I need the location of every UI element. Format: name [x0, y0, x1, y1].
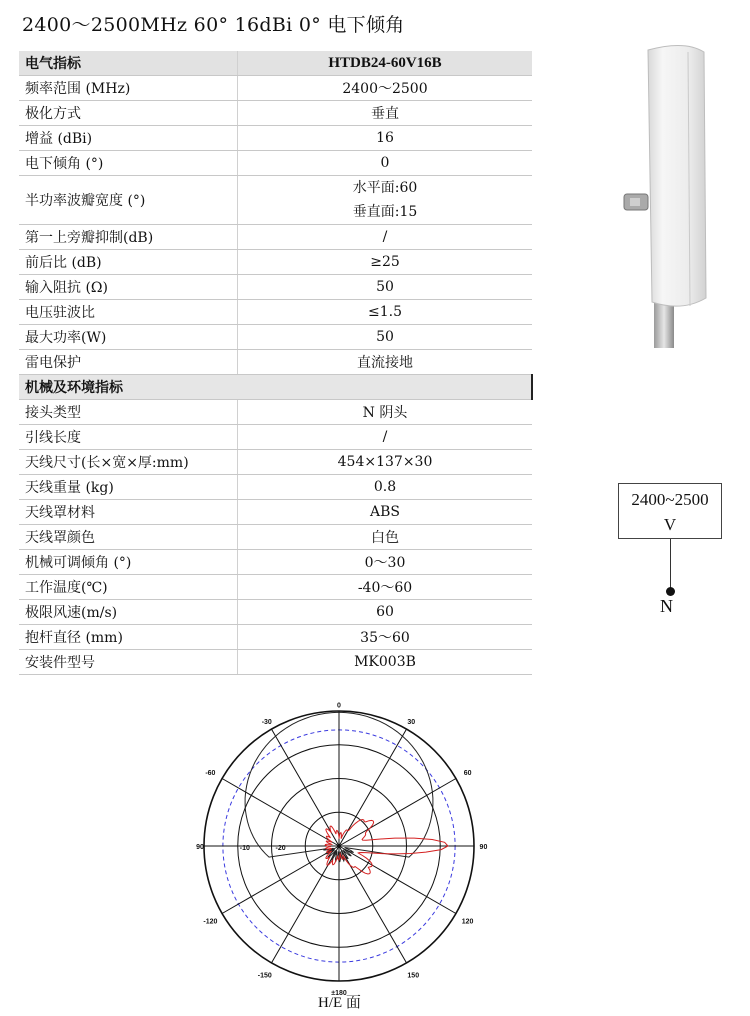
angle-label: 0: [337, 702, 341, 710]
spec-label: 增益 (dBi): [19, 126, 238, 151]
pattern-caption: H/E 面: [318, 995, 361, 1011]
spec-label: 电压驻波比: [19, 300, 238, 325]
spec-label: 天线罩材料: [19, 500, 238, 525]
angle-label: 150: [407, 972, 420, 980]
model-number: HTDB24-60V16B: [238, 51, 533, 76]
spec-value: 2400～2500: [238, 76, 533, 101]
spec-value: 垂直: [238, 101, 533, 126]
angle-label: -30: [261, 718, 272, 726]
grid-spoke: [339, 846, 407, 963]
angle-label: -150: [257, 972, 272, 980]
connector-frequency: 2400~2500: [631, 490, 709, 509]
spec-row: [19, 525, 532, 550]
spec-label: 极限风速(m/s): [19, 600, 238, 625]
grid-spoke: [339, 846, 456, 914]
spec-row: [19, 225, 532, 250]
spec-value: 454×137×30: [238, 450, 533, 475]
spec-value: 16: [238, 126, 533, 151]
polar-angle-labels: [196, 702, 487, 997]
angle-label: 90: [196, 844, 204, 851]
spec-row: [19, 76, 532, 101]
angle-label: 30: [407, 718, 416, 726]
spec-value: -40～60: [238, 575, 533, 600]
spec-row: [19, 600, 532, 625]
antenna-image: [600, 40, 720, 350]
spec-label: 半功率波瓣宽度 (°): [19, 176, 238, 225]
spec-row: [19, 300, 532, 325]
spec-value: /: [238, 225, 533, 250]
grid-spoke: [339, 779, 456, 847]
radiation-pattern-plot: [194, 698, 494, 997]
connector-polarization: V: [663, 515, 677, 534]
angle-label: ±180: [331, 989, 347, 997]
grid-spoke: [272, 729, 340, 846]
spec-label: 接头类型: [19, 400, 238, 425]
spec-label: 天线重量 (kg): [19, 475, 238, 500]
spec-label: 工作温度(℃): [19, 575, 238, 600]
angle-label: 120: [461, 918, 474, 926]
spec-value: [238, 176, 533, 225]
spec-label: 最大功率(W): [19, 325, 238, 350]
spec-label: 频率范围 (MHz): [19, 76, 238, 101]
spec-row: [19, 625, 532, 650]
grid-spoke: [272, 846, 340, 963]
spec-label: 输入阻抗 (Ω): [19, 275, 238, 300]
spec-label: 抱杆直径 (mm): [19, 625, 238, 650]
spec-row: [19, 151, 532, 176]
spec-row: [19, 500, 532, 525]
spec-row: [19, 450, 532, 475]
spec-row: [19, 650, 532, 675]
angle-label: 60: [463, 769, 472, 777]
spec-value: 60: [238, 600, 533, 625]
spec-row: [19, 325, 532, 350]
spec-value: 直流接地: [238, 350, 533, 375]
page-title: 2400～2500MHz 60° 16dBi 0° 电下倾角: [22, 14, 405, 36]
db-label: -20: [275, 845, 286, 852]
spec-row: [19, 350, 532, 375]
spec-row: [19, 550, 532, 575]
spec-label: 天线尺寸(长×宽×厚:mm): [19, 450, 238, 475]
spec-label: 电下倾角 (°): [19, 151, 238, 176]
spec-row: [19, 176, 532, 225]
spec-value: /: [238, 425, 533, 450]
spec-label: 极化方式: [19, 101, 238, 126]
spec-label: 安装件型号: [19, 650, 238, 675]
spec-value: ABS: [238, 500, 533, 525]
spec-label: 天线罩颜色: [19, 525, 238, 550]
spec-row: [19, 400, 532, 425]
spec-value: ≤1.5: [238, 300, 533, 325]
spec-row: [19, 275, 532, 300]
spec-value: 0: [238, 151, 533, 176]
spec-label: 前后比 (dB): [19, 250, 238, 275]
spec-value: MK003B: [238, 650, 533, 675]
spec-value: N 阴头: [238, 400, 533, 425]
spec-value: 50: [238, 325, 533, 350]
grid-spoke: [222, 779, 339, 847]
electrical-header-row: [19, 51, 532, 76]
spec-label: 第一上旁瓣抑制(dB): [19, 225, 238, 250]
connector-lead-line: [670, 539, 671, 591]
spec-value: 白色: [238, 525, 533, 550]
spec-value: 50: [238, 275, 533, 300]
angle-label: -60: [205, 769, 216, 777]
spec-label: 雷电保护: [19, 350, 238, 375]
spec-label: 机械可调倾角 (°): [19, 550, 238, 575]
db-label: -10: [239, 845, 250, 852]
spec-value: 0.8: [238, 475, 533, 500]
mechanical-header-row: [19, 375, 532, 400]
e-plane-pattern: [325, 820, 448, 875]
section-title: 电气指标: [19, 51, 238, 76]
angle-label: 90: [479, 844, 488, 851]
spec-table: [19, 51, 533, 675]
angle-label: -120: [203, 918, 218, 926]
spec-value: 0～30: [238, 550, 533, 575]
grid-spoke: [339, 729, 407, 846]
grid-spoke: [222, 846, 339, 914]
spec-value-line: 垂直面:15: [352, 204, 418, 220]
spec-row: [19, 425, 532, 450]
spec-label: 引线长度: [19, 425, 238, 450]
spec-row: [19, 126, 532, 151]
connector-spec-box: [618, 483, 722, 539]
connector-dot: [666, 587, 675, 596]
spec-row: [19, 101, 532, 126]
spec-value: 35～60: [238, 625, 533, 650]
section-title: 机械及环境指标: [19, 375, 532, 400]
spec-row: [19, 475, 532, 500]
connector-type: N: [660, 596, 673, 616]
spec-row: [19, 250, 532, 275]
spec-row: [19, 575, 532, 600]
spec-value: ≥25: [238, 250, 533, 275]
spec-value-line: 水平面:60: [352, 180, 418, 196]
